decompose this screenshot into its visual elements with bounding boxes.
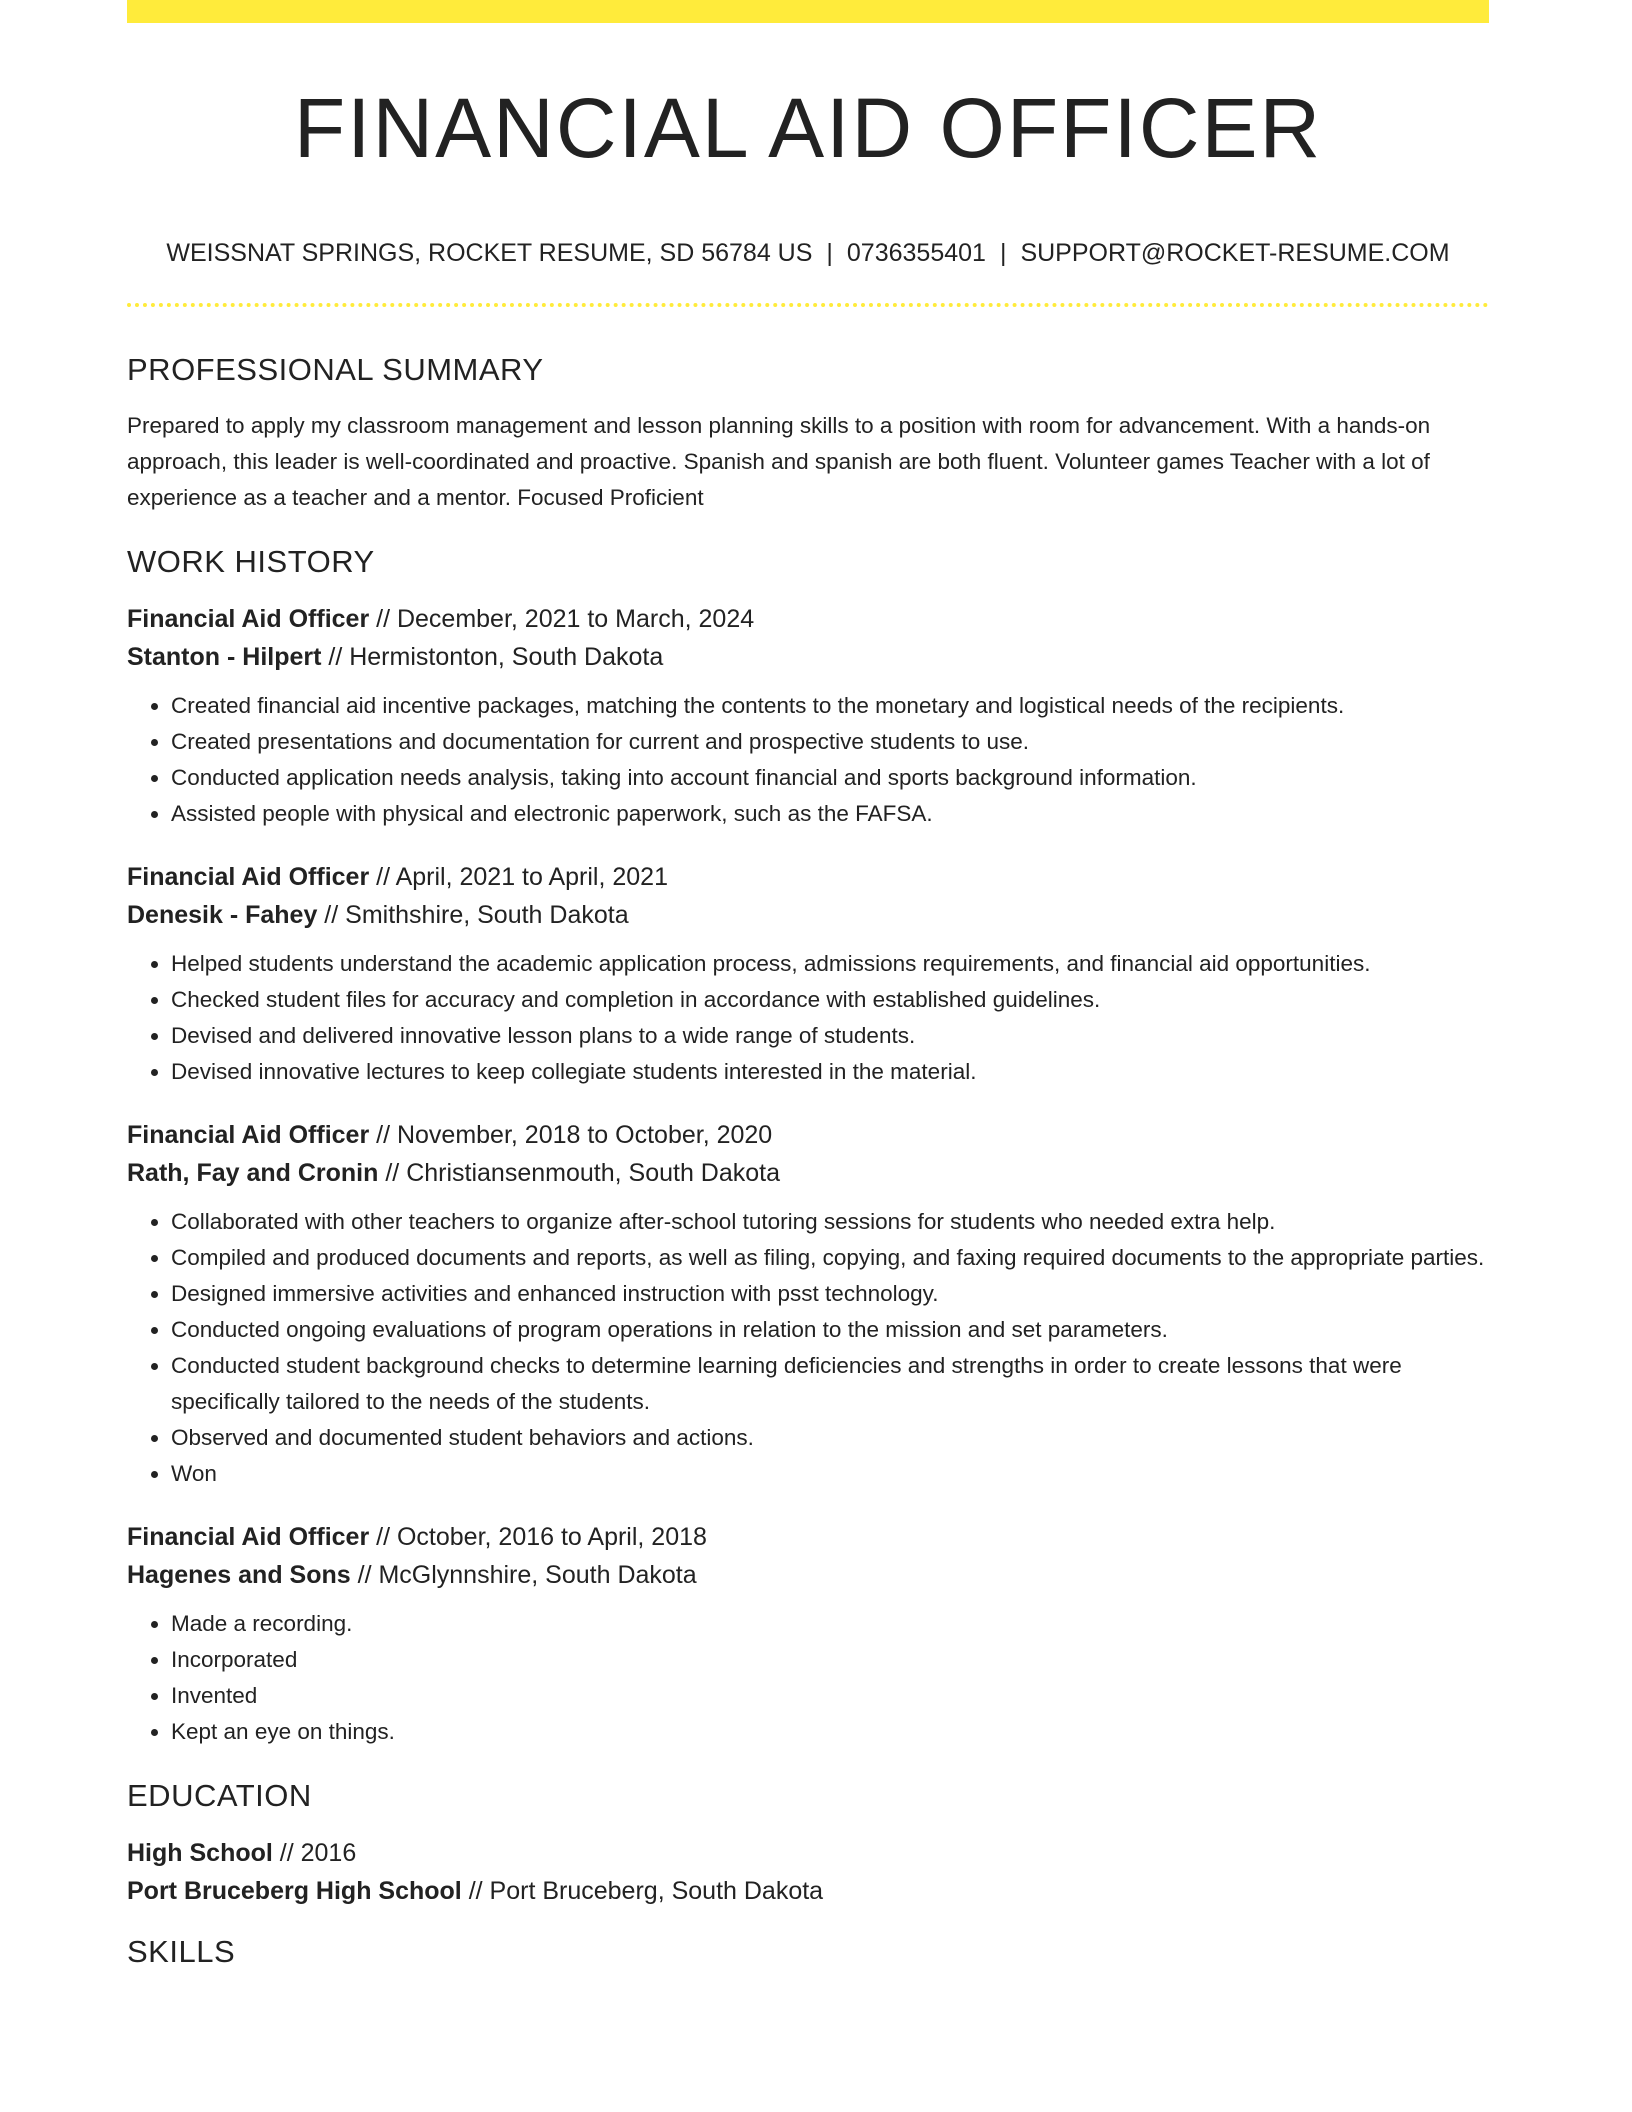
summary-section bbox=[127, 350, 1489, 516]
list-item: • Conducted student background checks to determine learning deficiencies and strengths in order to create lessons that were specifically tailored to the needs of the students. bbox=[171, 1348, 1489, 1420]
resume-content bbox=[127, 350, 1489, 1990]
contact-email[interactable]: SUPPORT@ROCKET-RESUME.COM bbox=[1020, 239, 1450, 267]
contact-separator: | bbox=[826, 239, 833, 267]
education-entry bbox=[127, 1834, 1489, 1910]
section-heading: SKILLS bbox=[127, 1934, 236, 1969]
summary-text: Prepared to apply my classroom management and lesson planning skills to a position with room for advancement. With a hands-on approach, this leader is well-coordinated and proactive. Spanish and spanish are both fluent. Volunteer games Teacher with a lot of experience as a teacher and a mentor. Focused Proficient bbox=[127, 413, 1431, 510]
job-employer-line bbox=[127, 896, 1489, 934]
contact-separator: | bbox=[999, 239, 1007, 267]
list-item: • Observed and documented student behaviors and actions. bbox=[171, 1420, 1489, 1456]
list-item: • Devised and delivered innovative lesson plans to a wide range of students. bbox=[171, 1018, 1489, 1054]
job-bullets bbox=[127, 1606, 1489, 1750]
list-item: • Kept an eye on things. bbox=[171, 1714, 1489, 1750]
job-title: Financial Aid Officer bbox=[127, 1121, 370, 1149]
list-item: • Created financial aid incentive packages, matching the contents to the monetary and logistical needs of the recipients. bbox=[171, 688, 1489, 724]
list-item: • Created presentations and documentation for current and prospective students to use. bbox=[171, 724, 1489, 760]
list-item: • Assisted people with physical and electronic paperwork, such as the FAFSA. bbox=[171, 796, 1489, 832]
job-bullets bbox=[127, 1204, 1489, 1492]
job-title-line bbox=[127, 600, 1489, 638]
job-dates: // October, 2016 to April, 2018 bbox=[369, 1523, 707, 1551]
job-title: Financial Aid Officer bbox=[127, 1523, 370, 1551]
list-item: • Checked student files for accuracy and completion in accordance with established guidelines. bbox=[171, 982, 1489, 1018]
education-school-line bbox=[127, 1872, 1489, 1910]
job-employer-line bbox=[127, 1154, 1489, 1192]
job-employer: Hagenes and Sons bbox=[127, 1561, 351, 1589]
list-item: • Invented bbox=[171, 1678, 1489, 1714]
dotted-divider bbox=[127, 303, 1489, 307]
job-bullets bbox=[127, 688, 1489, 832]
job-location: // Smithshire, South Dakota bbox=[317, 901, 629, 929]
resume-title: FINANCIAL AID OFFICER bbox=[293, 81, 1323, 175]
contact-line bbox=[127, 236, 1489, 270]
skills-section bbox=[127, 1932, 1489, 1972]
list-item: • Conducted ongoing evaluations of program operations in relation to the mission and set parameters. bbox=[171, 1312, 1489, 1348]
job-location: // Hermistonton, South Dakota bbox=[321, 643, 664, 671]
list-item: • Compiled and produced documents and reports, as well as filing, copying, and faxing required documents to the appropriate parties. bbox=[171, 1240, 1489, 1276]
education-location: // Port Bruceberg, South Dakota bbox=[461, 1877, 824, 1905]
job-employer: Rath, Fay and Cronin bbox=[127, 1159, 379, 1187]
job-location: // McGlynnshire, South Dakota bbox=[350, 1561, 697, 1589]
job-entry bbox=[127, 600, 1489, 832]
job-title-line bbox=[127, 1518, 1489, 1556]
education-section bbox=[127, 1776, 1489, 1910]
work-history-section bbox=[127, 542, 1489, 1750]
section-heading: WORK HISTORY bbox=[127, 544, 375, 579]
job-title-line bbox=[127, 1116, 1489, 1154]
list-item: • Conducted application needs analysis, taking into account financial and sports background information. bbox=[171, 760, 1489, 796]
job-location: // Christiansenmouth, South Dakota bbox=[378, 1159, 781, 1187]
education-school: Port Bruceberg High School bbox=[127, 1877, 462, 1905]
job-title-line bbox=[127, 858, 1489, 896]
job-dates: // November, 2018 to October, 2020 bbox=[369, 1121, 773, 1149]
job-employer-line bbox=[127, 1556, 1489, 1594]
contact-phone: 0736355401 bbox=[846, 239, 986, 267]
job-entry bbox=[127, 858, 1489, 1090]
list-item: • Devised innovative lectures to keep collegiate students interested in the material. bbox=[171, 1054, 1489, 1090]
education-year: // 2016 bbox=[272, 1839, 357, 1867]
job-entry bbox=[127, 1518, 1489, 1750]
job-employer: Stanton - Hilpert bbox=[127, 643, 322, 671]
section-heading: EDUCATION bbox=[127, 1778, 312, 1813]
section-heading: PROFESSIONAL SUMMARY bbox=[127, 352, 544, 387]
job-dates: // December, 2021 to March, 2024 bbox=[369, 605, 755, 633]
list-item: • Incorporated bbox=[171, 1642, 1489, 1678]
accent-bar bbox=[127, 0, 1489, 23]
contact-address: WEISSNAT SPRINGS, ROCKET RESUME, SD 56784 US bbox=[166, 239, 813, 267]
education-degree-line bbox=[127, 1834, 1489, 1872]
education-degree: High School bbox=[127, 1839, 273, 1867]
job-entry bbox=[127, 1116, 1489, 1492]
list-item: • Helped students understand the academic application process, admissions requirements, and financial aid opportunities. bbox=[171, 946, 1489, 982]
job-employer-line bbox=[127, 638, 1489, 676]
list-item: • Won bbox=[171, 1456, 1489, 1492]
list-item: • Collaborated with other teachers to organize after-school tutoring sessions for students who needed extra help. bbox=[171, 1204, 1489, 1240]
list-item: • Designed immersive activities and enhanced instruction with psst technology. bbox=[171, 1276, 1489, 1312]
job-dates: // April, 2021 to April, 2021 bbox=[369, 863, 668, 891]
job-employer: Denesik - Fahey bbox=[127, 901, 318, 929]
job-bullets bbox=[127, 946, 1489, 1090]
list-item: • Made a recording. bbox=[171, 1606, 1489, 1642]
job-title: Financial Aid Officer bbox=[127, 605, 370, 633]
job-title: Financial Aid Officer bbox=[127, 863, 370, 891]
